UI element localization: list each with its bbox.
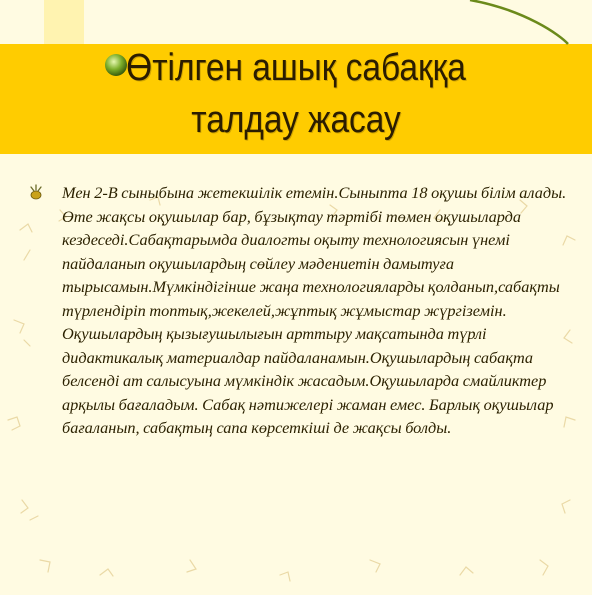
slide-title (36, 42, 557, 146)
body-paragraph: Мен 2-В сыныбына жетекшілік етемін.Сыныпта 18 оқушы білім алады. Өте жақсы оқушылар бар, бұзықтау тәртібі төмен оқушыларда кездеседі.Сабақтарымда диалогты оқыту технологиясын үнемі пайдаланып оқушылардың сөйлеу мәдениетін дамытуға тырысамын.Мүмкіндігінше жаңа технологияларды қолданып,сабақты түрлендіріп топтық,жекелей,жұптық жұмыстар жүргіземін. Оқушылардың қызығушылығын арттыру мақсатында түрлі дидактикалық материалдар пайдаланамын.Оқушылардың сабақта белсенді ат салысуына мүмкіндік жасадым.Оқушыларда смайликтер арқылы бағаладым. Сабақ нәтижелері жаман емес. Барлық оқушылар бағаланып, сабақтың сапа көрсеткіші де жақсы болды. (62, 183, 567, 437)
title-line-2: талдау жасау (191, 99, 401, 141)
title-line-1: Өтілген ашық сабаққа (126, 47, 466, 89)
starburst-bullet-icon (29, 184, 43, 200)
